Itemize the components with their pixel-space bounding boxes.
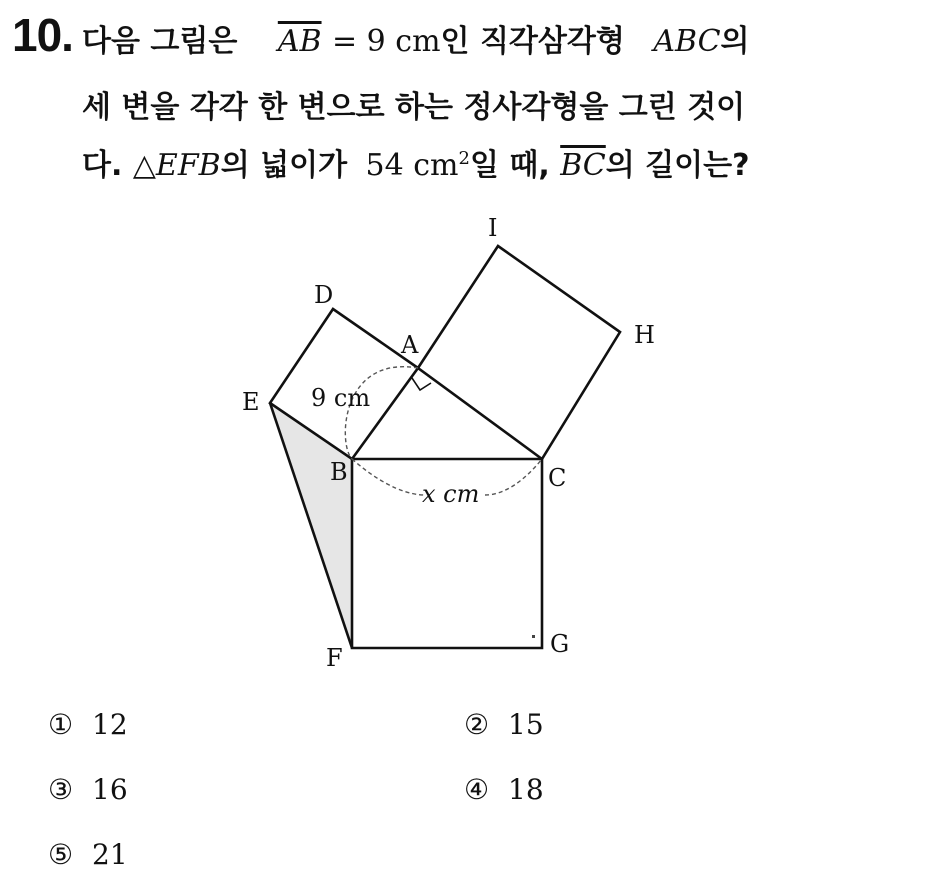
arc-ab (345, 367, 418, 459)
label-i: I (488, 214, 498, 242)
area-value: 54 cm (365, 148, 459, 183)
q-text-3d: 의 길이는? (605, 148, 750, 183)
right-angle-mark (412, 378, 431, 390)
choice-5-value: 21 (92, 838, 128, 871)
q-text-1c: 의 (720, 24, 750, 59)
triangle-abc: ABC (653, 24, 721, 59)
choice-4-mark: ④ (464, 773, 490, 806)
triangle-efb: △EFB (132, 148, 221, 183)
square-achi (418, 246, 620, 459)
choice-1-value: 12 (92, 708, 128, 741)
arc-bc-left (352, 459, 425, 495)
ab-value: = 9 cm (331, 24, 441, 59)
area-exponent: 2 (458, 148, 470, 169)
arc-bc-right (485, 459, 542, 495)
q-text-1a: 다음 그림은 (82, 24, 238, 59)
question-line-2: 세 변을 각각 한 변으로 하는 정사각형을 그린 것이 (82, 90, 746, 125)
choice-2-mark: ② (464, 708, 490, 741)
label-a: A (401, 331, 419, 359)
choice-5-mark: ⑤ (48, 838, 74, 871)
label-b: B (330, 458, 348, 486)
label-bc-length: x cm (422, 480, 480, 508)
choice-1[interactable] (48, 708, 128, 741)
label-d: D (314, 281, 334, 309)
q-text-3b: 의 넓이가 (220, 148, 348, 183)
label-f: F (326, 644, 343, 672)
label-h: H (634, 321, 655, 349)
choice-4-value: 18 (508, 773, 544, 806)
choice-5[interactable] (48, 838, 128, 871)
label-c: C (548, 464, 567, 492)
choice-3[interactable] (48, 773, 128, 806)
question-number: 10. (12, 9, 73, 61)
choice-3-mark: ③ (48, 773, 74, 806)
corner-mark-g (532, 635, 535, 638)
q-text-3a: 다. (82, 148, 123, 183)
choice-2[interactable] (464, 708, 544, 741)
label-e: E (242, 388, 260, 416)
label-ab-length: 9 cm (311, 384, 371, 412)
choice-3-value: 16 (92, 773, 128, 806)
choice-1-mark: ① (48, 708, 74, 741)
choice-4[interactable] (464, 773, 544, 806)
segment-ab: $\overline{AB}$ (277, 24, 322, 59)
q-text-1b: 인 직각삼각형 (440, 24, 625, 59)
q-text-3c: 일 때, (469, 148, 550, 183)
label-g: G (550, 630, 570, 658)
choice-2-value: 15 (508, 708, 544, 741)
segment-bc: $\overline{BC}$ (560, 148, 606, 183)
